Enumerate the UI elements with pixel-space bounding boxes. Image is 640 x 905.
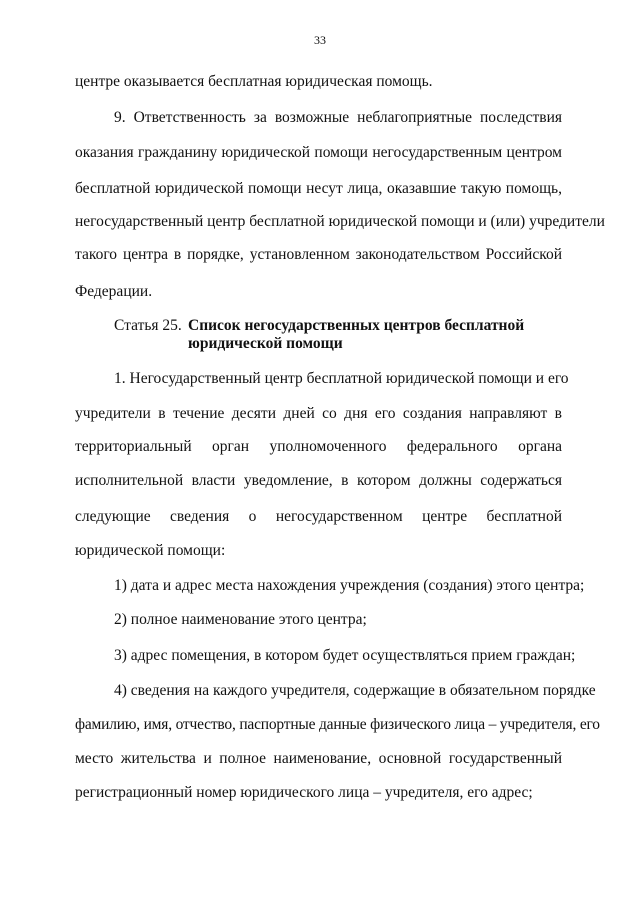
text-line: 1. Негосударственный центр бесплатной юридической помощи и его <box>114 370 569 387</box>
page-number: 33 <box>314 33 326 47</box>
text-line: учредители в течение десяти дней со дня его создания направляют в <box>75 405 562 422</box>
text-line: центре оказывается бесплатная юридическая помощь. <box>75 73 433 90</box>
text-line: такого центра в порядке, установленном законодательством Российской <box>75 246 562 263</box>
text-line: исполнительной власти уведомление, в котором должны содержаться <box>75 472 562 489</box>
article-title: юридической помощи <box>188 335 343 352</box>
text-line: Федерации. <box>75 283 153 300</box>
text-line: негосударственный центр бесплатной юридической помощи и (или) учредители <box>75 213 605 230</box>
article-label: Статья 25. <box>114 317 182 334</box>
text-line: оказания гражданину юридической помощи негосударственным центром <box>75 144 562 161</box>
list-item: 3) адрес помещения, в котором будет осуществляться прием граждан; <box>114 647 576 664</box>
text-line: следующие сведения о негосударственном центре бесплатной <box>75 508 562 525</box>
list-item: 1) дата и адрес места нахождения учреждения (создания) этого центра; <box>114 577 585 594</box>
text-line: бесплатной юридической помощи несут лица, оказавшие такую помощь, <box>75 180 562 197</box>
text-line: юридической помощи: <box>75 542 226 559</box>
list-item: 4) сведения на каждого учредителя, содержащие в обязательном порядке <box>114 682 596 699</box>
text-line: фамилию, имя, отчество, паспортные данные физического лица – учредителя, его <box>75 716 600 733</box>
text-line: 9. Ответственность за возможные неблагоприятные последствия <box>114 109 562 126</box>
article-title: Список негосударственных центров бесплатной <box>188 317 525 334</box>
list-item: 2) полное наименование этого центра; <box>114 611 367 628</box>
text-line: регистрационный номер юридического лица – учредителя, его адрес; <box>75 784 533 801</box>
text-line: территориальный орган уполномоченного федерального органа <box>75 438 562 455</box>
text-line: место жительства и полное наименование, основной государственный <box>75 750 562 767</box>
